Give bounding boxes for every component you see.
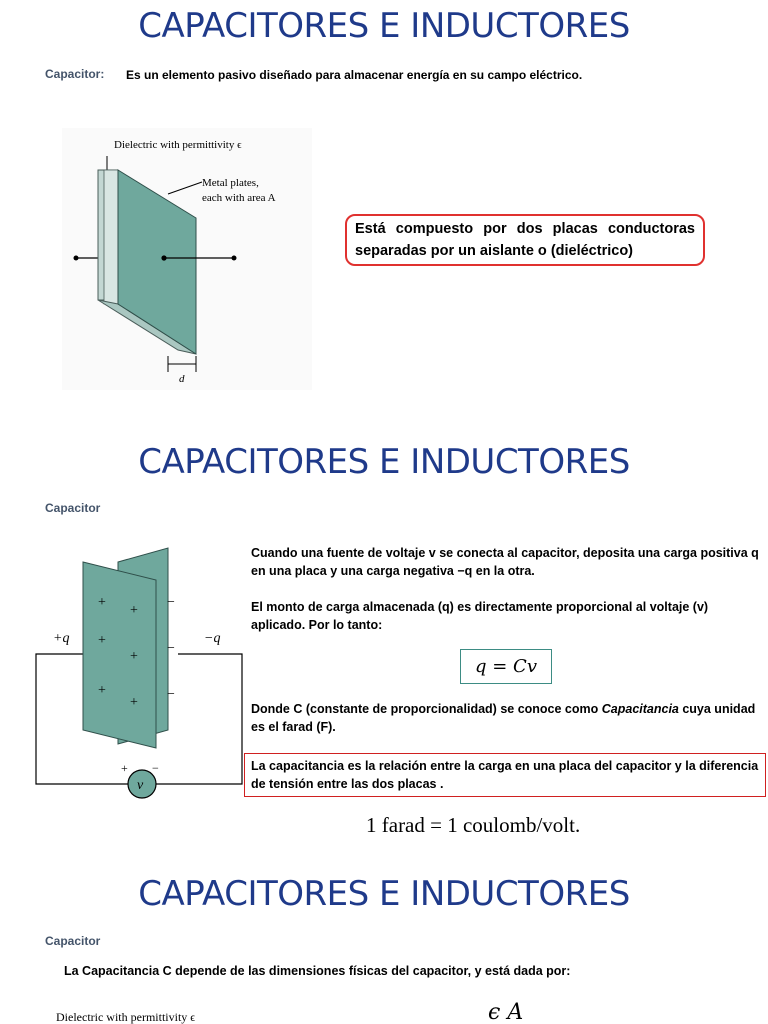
- minus-sign: −: [167, 595, 175, 610]
- capacitor-definition: Es un elemento pasivo diseñado para almacenar energía en su campo eléctrico.: [126, 68, 583, 82]
- minus-sign: −: [167, 687, 175, 702]
- plus-sign: +: [130, 695, 138, 710]
- callout-box: Está compuesto por dos placas conductoras separadas por un aislante o (dieléctrico): [345, 214, 705, 266]
- source-plus-sign: +: [121, 761, 128, 775]
- formula-numerator: ϵ A: [488, 1000, 524, 1024]
- slide-title: CAPACITORES E INDUCTORES: [138, 6, 630, 46]
- unit-equation: 1 farad = 1 coulomb/volt.: [366, 813, 581, 837]
- dielectric-label: Dielectric with permittivity ϵ: [114, 139, 242, 151]
- plus-sign: +: [130, 603, 138, 618]
- voltage-source-label: v: [137, 778, 144, 793]
- plus-sign: +: [98, 633, 106, 648]
- distance-label: d: [179, 373, 185, 385]
- source-minus-sign: −: [152, 761, 159, 775]
- charge-equation: q = Cv: [460, 649, 552, 684]
- plus-sign: +: [98, 683, 106, 698]
- slide-title: CAPACITORES E INDUCTORES: [138, 874, 630, 914]
- plates-label-line1: Metal plates,: [202, 177, 259, 189]
- paragraph-2: El monto de carga almacenada (q) es directamente proporcional al voltaje (v) aplicado. Por lo tanto:: [251, 600, 709, 632]
- slide-3: [0, 860, 768, 1024]
- capacitor-circuit-figure: [28, 544, 248, 806]
- parallel-plate-capacitor-figure: [62, 128, 312, 390]
- plus-q-label: +q: [53, 631, 70, 646]
- capacitor-label: Capacitor: [45, 501, 101, 515]
- slide-title: CAPACITORES E INDUCTORES: [138, 442, 630, 482]
- slide-1: [0, 0, 768, 420]
- capacitor-label: Capacitor: [45, 934, 101, 948]
- highlight-box: La capacitancia es la relación entre la carga en una placa del capacitor y la diferencia de tensión entre las dos placas .: [244, 753, 766, 797]
- capacitor-label: Capacitor:: [45, 67, 105, 81]
- plus-sign: +: [98, 595, 106, 610]
- minus-sign: −: [167, 641, 175, 656]
- plus-sign: +: [130, 649, 138, 664]
- plates-label-line2: each with area A: [202, 192, 276, 204]
- minus-q-label: −q: [204, 631, 221, 646]
- paragraph-1: Cuando una fuente de voltaje v se conecta al capacitor, deposita una carga positiva q en una placa y una carga negativa −q en la otra.: [251, 546, 759, 578]
- slide-2: [0, 420, 768, 860]
- capacitance-statement: La Capacitancia C depende de las dimensiones físicas del capacitor, y está dada por:: [64, 964, 571, 978]
- dielectric-label: Dielectric with permittivity ϵ: [56, 1010, 196, 1024]
- paragraph-3: Donde C (constante de proporcionalidad) se conoce como Capacitancia cuya unidad es el farad (F).: [251, 702, 756, 734]
